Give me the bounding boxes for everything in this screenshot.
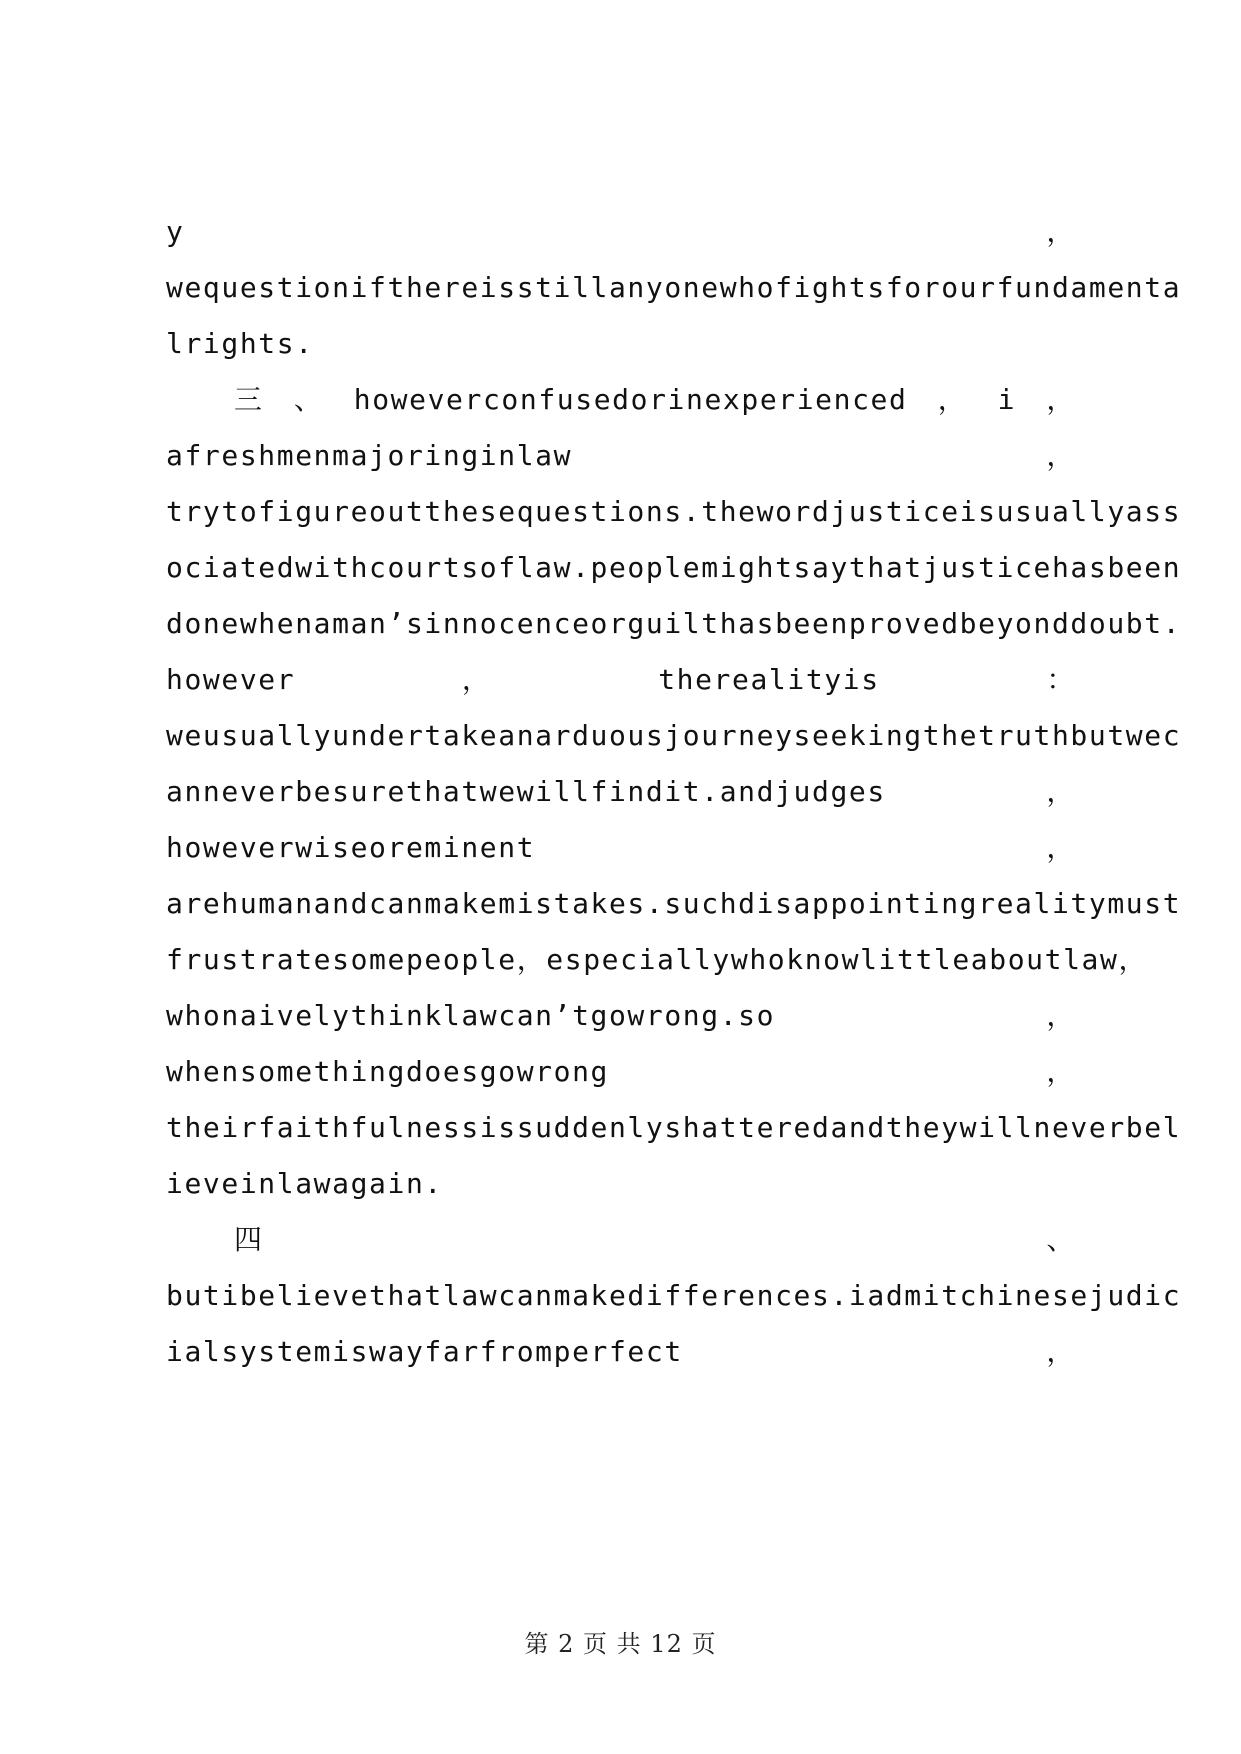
text-line <box>166 548 1182 588</box>
text-segment: theirfaithfulnessissuddenlyshatteredandtheywillneverbel <box>166 1111 1182 1144</box>
text-line <box>166 604 1182 644</box>
text-line <box>166 1108 1182 1148</box>
text-segment: butibelievethatlawcanmakedifferences.iadmitchinesejudic <box>166 1279 1182 1312</box>
text-segment: lrights. <box>166 327 314 360</box>
text-segment: ， <box>937 383 968 416</box>
text-line <box>166 716 1182 756</box>
text-segment: 四 <box>234 1223 264 1256</box>
text-segment: weusuallyundertakeanarduousjourneyseekingthetruthbutwec <box>166 719 1182 752</box>
text-line <box>166 1332 1076 1372</box>
text-line <box>166 1164 1076 1204</box>
text-segment: ， <box>1046 1335 1076 1368</box>
text-line <box>166 996 1076 1036</box>
text-line <box>166 324 1076 364</box>
text-segment: i <box>997 383 1017 416</box>
text-segment: arehumanandcanmakemistakes.suchdisappointingrealitymust <box>166 887 1182 920</box>
text-segment: ， <box>1046 383 1076 416</box>
text-line <box>234 1220 1076 1260</box>
text-line <box>166 1052 1076 1092</box>
text-line <box>166 660 1076 700</box>
text-segment: whensomethingdoesgowrong <box>166 1055 609 1088</box>
text-line <box>166 1276 1182 1316</box>
text-segment: howeverwiseoreminent <box>166 831 536 864</box>
text-line <box>166 492 1182 532</box>
text-segment: ialsystemiswayfarfromperfect <box>166 1335 683 1368</box>
text-line <box>166 268 1182 308</box>
text-segment: wequestionifthereisstillanyonewhofightsforourfundamenta <box>166 271 1182 304</box>
text-segment: ： <box>1046 663 1076 696</box>
text-segment: ， <box>1046 1055 1076 1088</box>
text-line <box>234 380 1076 420</box>
text-segment: ， <box>461 663 492 696</box>
text-segment: however <box>166 663 296 696</box>
text-segment: ieveinlawagain. <box>166 1167 443 1200</box>
text-segment: ， <box>1046 775 1076 808</box>
text-line <box>166 828 1076 868</box>
text-segment: howeverconfusedorinexperienced <box>353 383 908 416</box>
text-segment: ， <box>1046 215 1076 248</box>
text-segment: ， <box>1046 831 1076 864</box>
text-segment: ， <box>1046 439 1076 472</box>
text-line <box>166 212 1076 252</box>
text-segment: trytofigureoutthesequestions.thewordjusticeisusuallyass <box>166 495 1182 528</box>
text-segment: anneverbesurethatwewillfindit.andjudges <box>166 775 886 808</box>
text-segment: y <box>166 215 185 248</box>
text-line <box>166 940 1149 980</box>
text-segment: ， <box>1046 999 1076 1032</box>
text-segment: 、 <box>293 383 324 416</box>
text-line <box>166 436 1076 476</box>
text-segment: therealityis <box>658 663 880 696</box>
text-line <box>166 884 1182 924</box>
text-line <box>166 772 1076 812</box>
text-segment: donewhenaman’sinnocenceorguilthasbeenprovedbeyonddoubt. <box>166 607 1182 640</box>
text-segment: 、 <box>1046 1223 1076 1256</box>
text-segment: whonaivelythinklawcan’tgowrong.so <box>166 999 776 1032</box>
text-segment: ociatedwithcourtsoflaw.peoplemightsaythatjusticehasbeen <box>166 551 1182 584</box>
text-segment: 三 <box>234 383 264 416</box>
text-segment: afreshmenmajoringinlaw <box>166 439 573 472</box>
page-number-footer: 第 2 页 共 12 页 <box>524 1630 717 1658</box>
text-segment: frustratesomepeople，especiallywhoknowlittleaboutlaw， <box>166 943 1149 976</box>
